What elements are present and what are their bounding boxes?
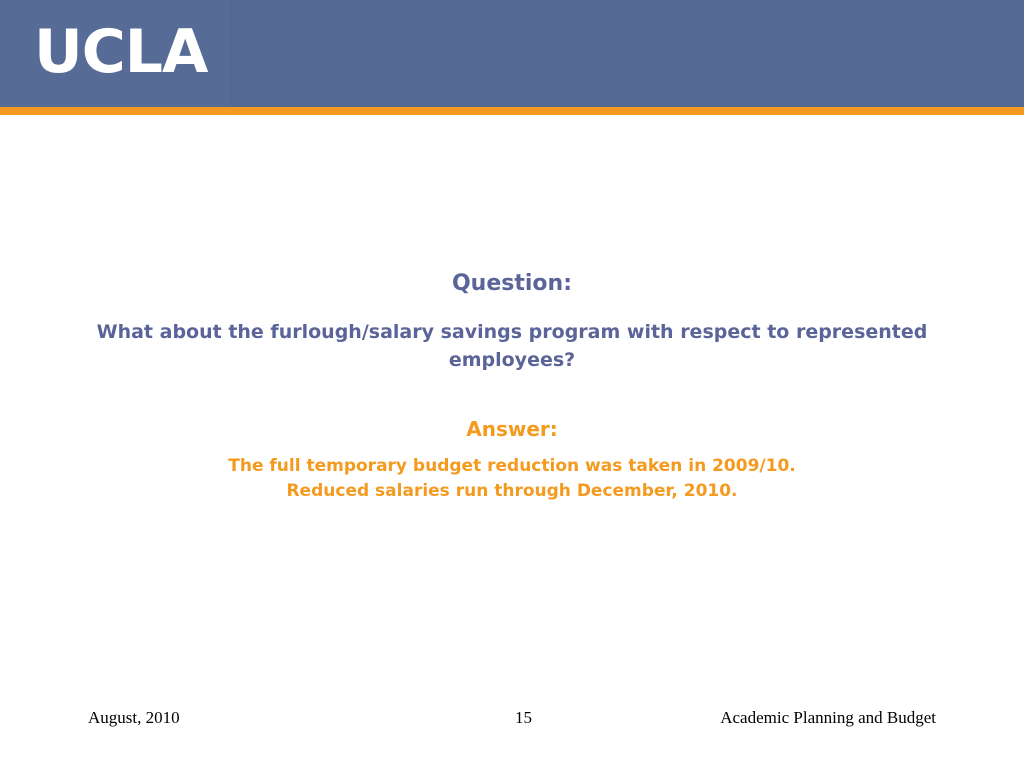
question-text: What about the furlough/salary savings program with respect to represented employees? <box>96 321 928 371</box>
accent-divider <box>0 107 1024 115</box>
answer-line: The full temporary budget reduction was taken in 2009/10. <box>228 456 796 476</box>
ucla-logo: UCLA <box>34 17 208 87</box>
slide-content <box>0 266 1024 504</box>
answer-line: Reduced salaries run through December, 2010. <box>286 481 738 501</box>
footer-department: Academic Planning and Budget <box>720 708 936 727</box>
page-number: 15 <box>515 708 532 727</box>
logo-panel <box>0 0 230 107</box>
answer-heading: Answer: <box>466 417 558 441</box>
footer-date: August, 2010 <box>88 708 180 727</box>
question-heading: Question: <box>451 271 572 296</box>
answer-text <box>62 454 962 504</box>
header-bar <box>0 0 1024 107</box>
